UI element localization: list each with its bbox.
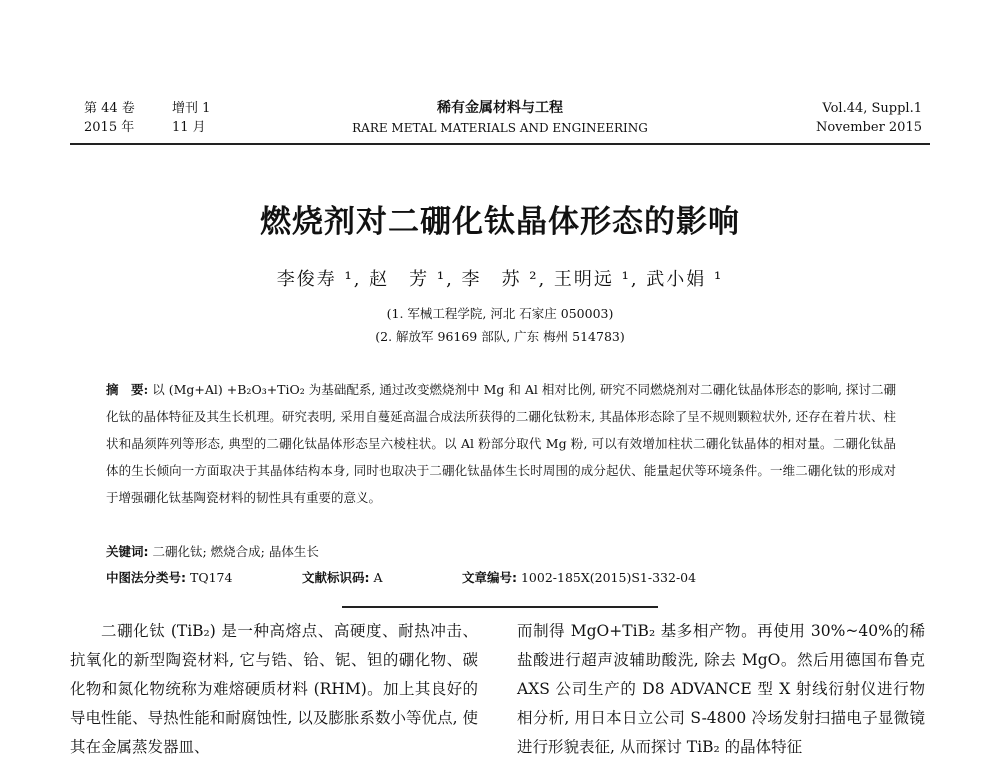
- volume-en: Vol.44, Suppl.1: [822, 101, 922, 116]
- article-id-label: 文章编号:: [462, 570, 517, 585]
- journal-title-cn: 稀有金属材料与工程: [437, 100, 563, 116]
- body-right-column: [517, 617, 925, 762]
- keywords-line: [106, 542, 896, 560]
- clc-label: 中图法分类号:: [106, 570, 186, 585]
- article-id-line: [462, 568, 762, 586]
- section-separator: [342, 606, 658, 608]
- abstract: [106, 376, 896, 511]
- body-right-paragraph: 而制得 MgO+TiB₂ 基多相产物。再使用 30%~40%的稀盐酸进行超声波辅助酸洗, 除去 MgO。然后用德国布鲁克 AXS 公司生产的 D8 ADVANCE 型 X 射线衍射仪进行物相分析, 用日本日立公司 S-4800 冷场发射扫描电子显微镜进行形貌表征, 从而探讨 TiB₂ 的晶体特征: [517, 622, 925, 756]
- doc-code-label: 文献标识码:: [302, 570, 370, 585]
- article-title: 燃烧剂对二硼化钛晶体形态的影响: [260, 204, 740, 240]
- body-left-paragraph: 二硼化钛 (TiB₂) 是一种高熔点、高硬度、耐热冲击、抗氧化的新型陶瓷材料, 它与锆、铪、铌、钽的硼化物、碳化物和氮化物统称为难熔硬质材料 (RHM)。加上其良好的导电性能、导热性能和耐腐蚀性, 以及膨胀系数小等优点, 使其在金属蒸发器皿、: [70, 622, 478, 756]
- author-list: 李俊寿 ¹, 赵 芳 ¹, 李 苏 ², 王明远 ¹, 武小娟 ¹: [276, 269, 724, 290]
- year-cn: 2015 年: [84, 120, 135, 135]
- article-id-value: 1002-185X(2015)S1-332-04: [520, 570, 697, 585]
- keywords-text: 二硼化钛; 燃烧合成; 晶体生长: [152, 544, 319, 559]
- volume-cn: 第 44 卷: [84, 101, 135, 116]
- keywords-label: 关键词:: [106, 544, 149, 559]
- affiliation-1: (1. 军械工程学院, 河北 石家庄 050003): [386, 306, 614, 321]
- abstract-text: 以 (Mg+Al) +B₂O₃+TiO₂ 为基础配系, 通过改变燃烧剂中 Mg 和 Al 相对比例, 研究不同燃烧剂对二硼化钛晶体形态的影响, 探讨二硼化钛的晶体特征及其生长机理。研究表明, 采用自蔓延高温合成法所获得的二硼化钛粉末, 其晶体形态除了呈不规则颗粒状外, 还存在着片状、柱状和晶须阵列等形态, 典型的二硼化钛晶体形态呈六棱柱状。以 Al 粉部分取代 Mg 粉, 可以有效增加柱状二硼化钛晶体的相对量。二硼化钛晶体的生长倾向一方面取决于其晶体结构本身, 同时也取决于二硼化钛晶体生长时周围的成分起伏、能量起伏等环境条件。一维二硼化钛的形成对于增强硼化钛基陶瓷材料的韧性具有重要的意义。: [106, 382, 896, 505]
- abstract-label: 摘 要:: [106, 382, 149, 397]
- body-left-column: [70, 617, 478, 762]
- month-cn: 11 月: [172, 120, 206, 135]
- journal-title-en: RARE METAL MATERIALS AND ENGINEERING: [352, 121, 648, 135]
- affiliation-2: (2. 解放军 96169 部队, 广东 梅州 514783): [375, 329, 625, 344]
- clc-value: TQ174: [189, 570, 233, 585]
- date-en: November 2015: [815, 120, 922, 135]
- doc-code-value: A: [373, 570, 383, 585]
- doc-code-line: [302, 568, 442, 586]
- header-rule: [70, 143, 930, 145]
- issue-cn: 增刊 1: [172, 101, 211, 116]
